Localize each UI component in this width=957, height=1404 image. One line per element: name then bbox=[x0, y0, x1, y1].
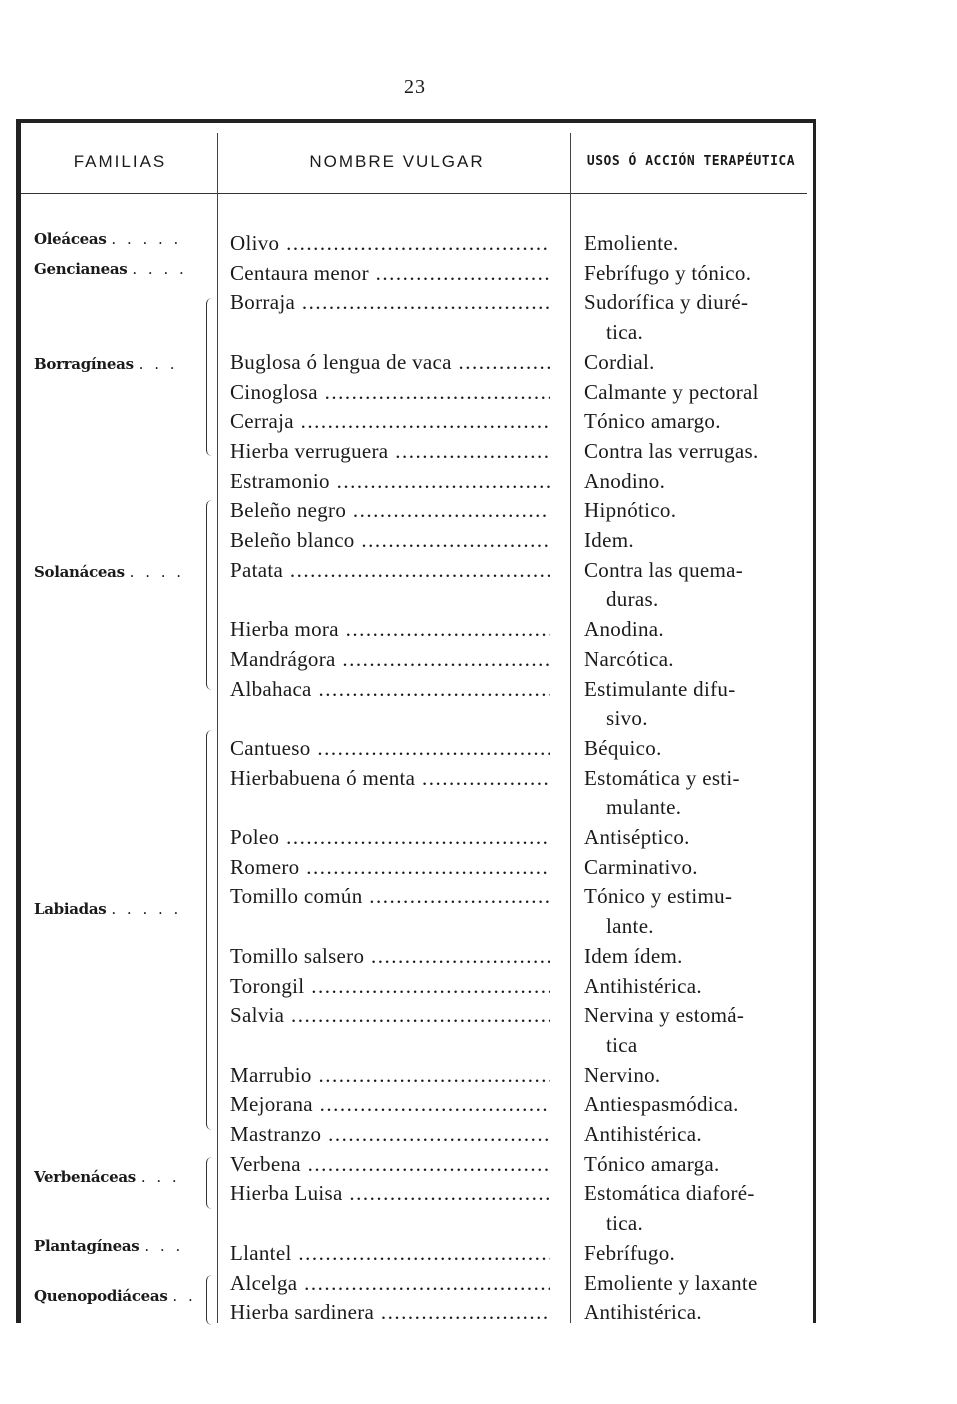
therapeutic-use: tica. bbox=[606, 1211, 644, 1236]
plant-common-name: Hierba Luisa ..... bbox=[230, 1178, 550, 1208]
brace-verbenaceas bbox=[206, 1157, 217, 1209]
therapeutic-use: duras. bbox=[606, 587, 659, 612]
family-leader-dots: . . . . bbox=[129, 563, 185, 581]
plant-common-name: Mastranzo ..... bbox=[230, 1119, 550, 1149]
plant-common-name: Mejorana ..... bbox=[230, 1089, 550, 1119]
therapeutic-use: Idem ídem. bbox=[584, 943, 683, 968]
therapeutic-use: sivo. bbox=[606, 706, 648, 731]
family-leader-dots: . . . . . bbox=[111, 900, 182, 918]
therapeutic-use: Febrífugo y tónico. bbox=[584, 260, 752, 285]
therapeutic-use: Nervino. bbox=[584, 1062, 661, 1087]
plant-common-name: Mandrágora ..... bbox=[230, 644, 550, 674]
therapeutic-use: Antiséptico. bbox=[584, 825, 690, 849]
table-row bbox=[0, 1119, 957, 1149]
therapeutic-use: Carminativo. bbox=[584, 854, 698, 879]
table-row bbox=[0, 792, 957, 822]
table-row bbox=[0, 733, 957, 763]
plant-common-name: Albahaca ..... bbox=[230, 674, 550, 704]
therapeutic-use: Febrífugo. bbox=[584, 1240, 676, 1265]
table-row bbox=[0, 703, 957, 733]
therapeutic-use: Estomática diaforé- bbox=[584, 1181, 755, 1206]
brace-solanaceas bbox=[206, 500, 217, 690]
therapeutic-use: Anodino. bbox=[584, 468, 666, 493]
family-leader-dots: . . . . bbox=[132, 260, 187, 278]
brace-borragineas bbox=[206, 298, 217, 456]
therapeutic-use: Antihistérica. bbox=[584, 1300, 702, 1325]
therapeutic-use: Tónico amarga. bbox=[584, 1151, 720, 1176]
plant-common-name: Cinoglosa ..... bbox=[230, 377, 550, 407]
table-row bbox=[0, 317, 957, 347]
table-row bbox=[0, 1089, 957, 1119]
plant-common-name: Romero ..... bbox=[230, 852, 550, 882]
plant-common-name: Marrubio ..... bbox=[230, 1060, 550, 1090]
header-uses: USOS Ó ACCIÓN TERAPÉUTICA bbox=[586, 154, 796, 169]
table-row bbox=[0, 525, 957, 555]
family-name: Gencianeas bbox=[34, 260, 128, 278]
table-row bbox=[0, 436, 957, 466]
table-row bbox=[0, 495, 957, 525]
family-leader-dots: . . bbox=[172, 1287, 196, 1305]
therapeutic-use: Tónico y estimu- bbox=[584, 884, 733, 909]
plant-common-name: Beleño negro ..... bbox=[230, 495, 550, 525]
family-label bbox=[34, 563, 184, 581]
therapeutic-use: Estomática y esti- bbox=[584, 765, 740, 790]
therapeutic-use: Calmante y pectoral bbox=[584, 379, 759, 404]
therapeutic-use: tica. bbox=[606, 320, 644, 345]
plant-common-name: Poleo ..... bbox=[230, 822, 550, 852]
table-row bbox=[0, 822, 957, 852]
plant-common-name: Borraja ..... bbox=[230, 287, 550, 317]
therapeutic-use: Narcótica. bbox=[584, 646, 674, 671]
brace-quenopodiaceas bbox=[206, 1275, 217, 1325]
therapeutic-use: Emoliente. bbox=[584, 231, 679, 255]
header-rule bbox=[21, 193, 807, 194]
plant-common-name: Torongil ..... bbox=[230, 971, 550, 1001]
family-leader-dots: . . . bbox=[144, 1237, 184, 1255]
family-name: Solanáceas bbox=[34, 563, 125, 581]
family-leader-dots: . . . . . bbox=[111, 230, 182, 248]
plant-common-name: Salvia ..... bbox=[230, 1000, 550, 1030]
therapeutic-use: mulante. bbox=[606, 795, 682, 820]
therapeutic-use: Hipnótico. bbox=[584, 498, 677, 523]
family-name: Quenopodiáceas bbox=[34, 1287, 168, 1305]
family-name: Oleáceas bbox=[34, 230, 107, 248]
table-row bbox=[0, 584, 957, 614]
plant-common-name: Tomillo común ..... bbox=[230, 881, 550, 911]
table-row bbox=[0, 763, 957, 793]
therapeutic-use: lante. bbox=[606, 914, 654, 939]
therapeutic-use: tica bbox=[606, 1032, 638, 1057]
therapeutic-use: Emoliente y laxante bbox=[584, 1270, 758, 1295]
therapeutic-use: Anodina. bbox=[584, 617, 664, 642]
plant-common-name: Llantel ..... bbox=[230, 1238, 550, 1268]
family-label bbox=[34, 1168, 180, 1186]
plant-common-name: Hierba mora ..... bbox=[230, 614, 550, 644]
therapeutic-use: Tónico amargo. bbox=[584, 409, 721, 434]
plant-common-name: Hierba verruguera ..... bbox=[230, 436, 550, 466]
header-common-name: NOMBRE VULGAR bbox=[309, 152, 485, 171]
plant-common-name: Patata ..... bbox=[230, 555, 550, 585]
family-label bbox=[34, 1287, 196, 1305]
table-row bbox=[0, 466, 957, 496]
therapeutic-use: Cordial. bbox=[584, 349, 655, 374]
table-row bbox=[0, 644, 957, 674]
family-leader-dots: . . . bbox=[138, 355, 178, 373]
therapeutic-use: Sudorífica y diuré- bbox=[584, 290, 749, 315]
plant-common-name: Hierbabuena ó menta ..... bbox=[230, 763, 550, 793]
table-row bbox=[0, 1060, 957, 1090]
plant-common-name: Centaura menor ..... bbox=[230, 258, 550, 288]
table-row bbox=[0, 406, 957, 436]
table-row bbox=[0, 614, 957, 644]
family-label bbox=[34, 230, 181, 248]
brace-labiadas bbox=[206, 730, 217, 1130]
therapeutic-use: Estimulante difu- bbox=[584, 676, 736, 701]
plant-common-name: Beleño blanco ..... bbox=[230, 525, 550, 555]
family-name: Labiadas bbox=[34, 900, 107, 918]
table-row bbox=[0, 941, 957, 971]
plant-common-name: Estramonio ..... bbox=[230, 466, 550, 496]
plant-common-name: Olivo ..... bbox=[230, 228, 550, 258]
therapeutic-use: Nervina y estomá- bbox=[584, 1003, 745, 1028]
plant-common-name: Cantueso ..... bbox=[230, 733, 550, 763]
table-row bbox=[0, 1000, 957, 1030]
therapeutic-use: Antihistérica. bbox=[584, 973, 702, 998]
table-row bbox=[0, 1030, 957, 1060]
family-name: Verbenáceas bbox=[34, 1168, 136, 1186]
plant-common-name: Verbena ..... bbox=[230, 1149, 550, 1179]
plant-common-name: Hierba sardinera ..... bbox=[230, 1297, 550, 1327]
table-row bbox=[0, 971, 957, 1001]
therapeutic-use: Antihistérica. bbox=[584, 1122, 702, 1146]
header-families: FAMILIAS bbox=[73, 152, 167, 171]
plant-common-name: Buglosa ó lengua de vaca ..... bbox=[230, 347, 550, 377]
therapeutic-use: Contra las verrugas. bbox=[584, 438, 759, 463]
family-label bbox=[34, 260, 187, 278]
therapeutic-use: Antiespasmódica. bbox=[584, 1092, 739, 1117]
table-row bbox=[0, 674, 957, 704]
table-row bbox=[0, 852, 957, 882]
table-row bbox=[0, 377, 957, 407]
family-name: Plantagíneas bbox=[34, 1237, 140, 1255]
therapeutic-use: Contra las quema- bbox=[584, 557, 744, 582]
page-number: 23 bbox=[404, 76, 426, 98]
table-row bbox=[0, 287, 957, 317]
table-row bbox=[0, 1208, 957, 1238]
family-leader-dots: . . . bbox=[140, 1168, 180, 1186]
plant-common-name: Cerraja ..... bbox=[230, 406, 550, 436]
therapeutic-use: Idem. bbox=[584, 528, 634, 552]
family-label bbox=[34, 355, 178, 373]
family-label bbox=[34, 1237, 183, 1255]
family-label bbox=[34, 900, 181, 918]
family-name: Borragíneas bbox=[34, 355, 134, 373]
plant-common-name: Alcelga ..... bbox=[230, 1268, 550, 1298]
therapeutic-use: Béquico. bbox=[584, 735, 662, 760]
plant-common-name: Tomillo salsero ..... bbox=[230, 941, 550, 971]
